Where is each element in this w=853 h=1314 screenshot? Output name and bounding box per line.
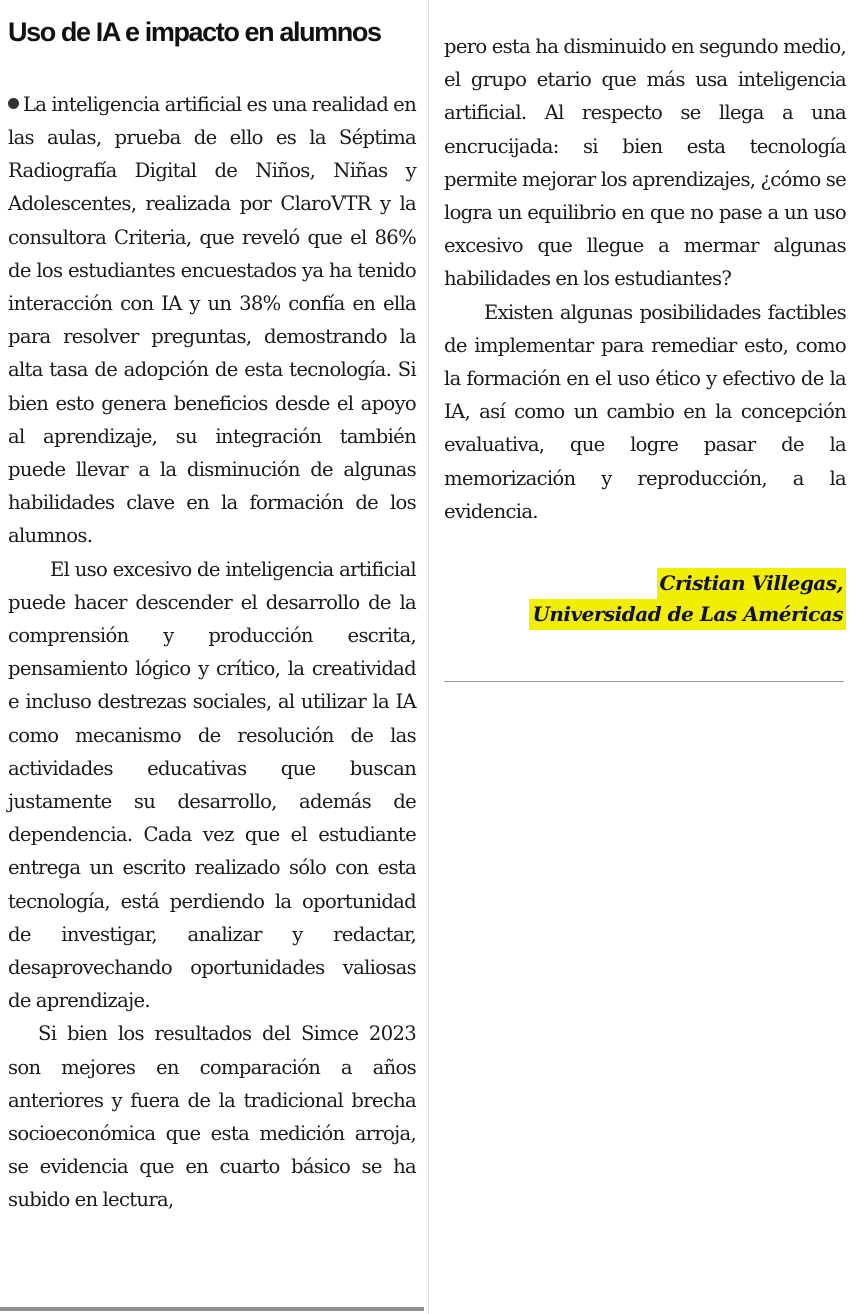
paragraph-solutions: Existen algunas posibilidades factibles de implementar para remediar esto, como la formación en el uso ético y efectivo de la IA, así como un cambio en la concepción evaluativa, que logre pasar de la memorización y reproducción, a la evidencia.	[444, 300, 846, 523]
end-rule	[444, 681, 844, 682]
bullet-icon	[8, 98, 19, 109]
paragraph-excessive-use: El uso excesivo de inteligencia artificial puede hacer descender el desarrollo de la comprensión y producción escrita, pensamiento lógico y crítico, la creatividad e incluso destrezas sociales, al utilizar la IA como mecanismo de resolución de las actividades educativas que buscan justamente su desarrollo, además de dependencia. Cada vez que el estudiante entrega un escrito realizado sólo con esta tecnología, está perdiendo la oportunidad de investigar, analizar y redactar, desaprovechando oportunidades valiosas de aprendizaje.	[8, 557, 416, 1013]
author-affiliation: Universidad de Las Américas	[529, 599, 846, 630]
paragraph-intro-text: La inteligencia artificial es una realidad en las aulas, prueba de ello es la Séptima Radiografía Digital de Niños, Niñas y Adolescentes, realizada por ClaroVTR y la consultora Criteria, que reveló que el 86% de los estudiantes encuestados ya ha tenido interacción con IA y un 38% confía en ella para resolver preguntas, demostrando la alta tasa de adopción de esta tecnología. Si bien esto genera beneficios desde el apoyo al aprendizaje, su integración también puede llevar a la disminución de algunas habilidades clave en la formación de los alumnos.	[8, 92, 416, 548]
left-column	[8, 18, 416, 1217]
author-name: Cristian Villegas,	[657, 568, 846, 599]
paragraph-intro	[8, 88, 416, 553]
article-headline: Uso de IA e impacto en alumnos	[8, 17, 381, 47]
paragraph-simce: Si bien los resultados del Simce 2023 son mejores en comparación a años anteriores y fuera de la tradicional brecha socioeconómica que esta medición arroja, se evidencia que en cuarto básico se ha subido en lectura,	[8, 1022, 416, 1212]
bottom-rule	[0, 1307, 424, 1311]
author-signature	[444, 568, 846, 630]
right-column	[444, 30, 846, 630]
column-divider	[428, 0, 429, 1314]
paragraph-simce-continued: pero esta ha disminuido en segundo medio, el grupo etario que más usa inteligencia artificial. Al respecto se llega a una encrucijada: si bien esta tecnología permite mejorar los aprendizajes, ¿cómo se logra un equilibrio en que no pase a un uso excesivo que llegue a mermar algunas habilidades en los estudiantes?	[444, 35, 846, 291]
